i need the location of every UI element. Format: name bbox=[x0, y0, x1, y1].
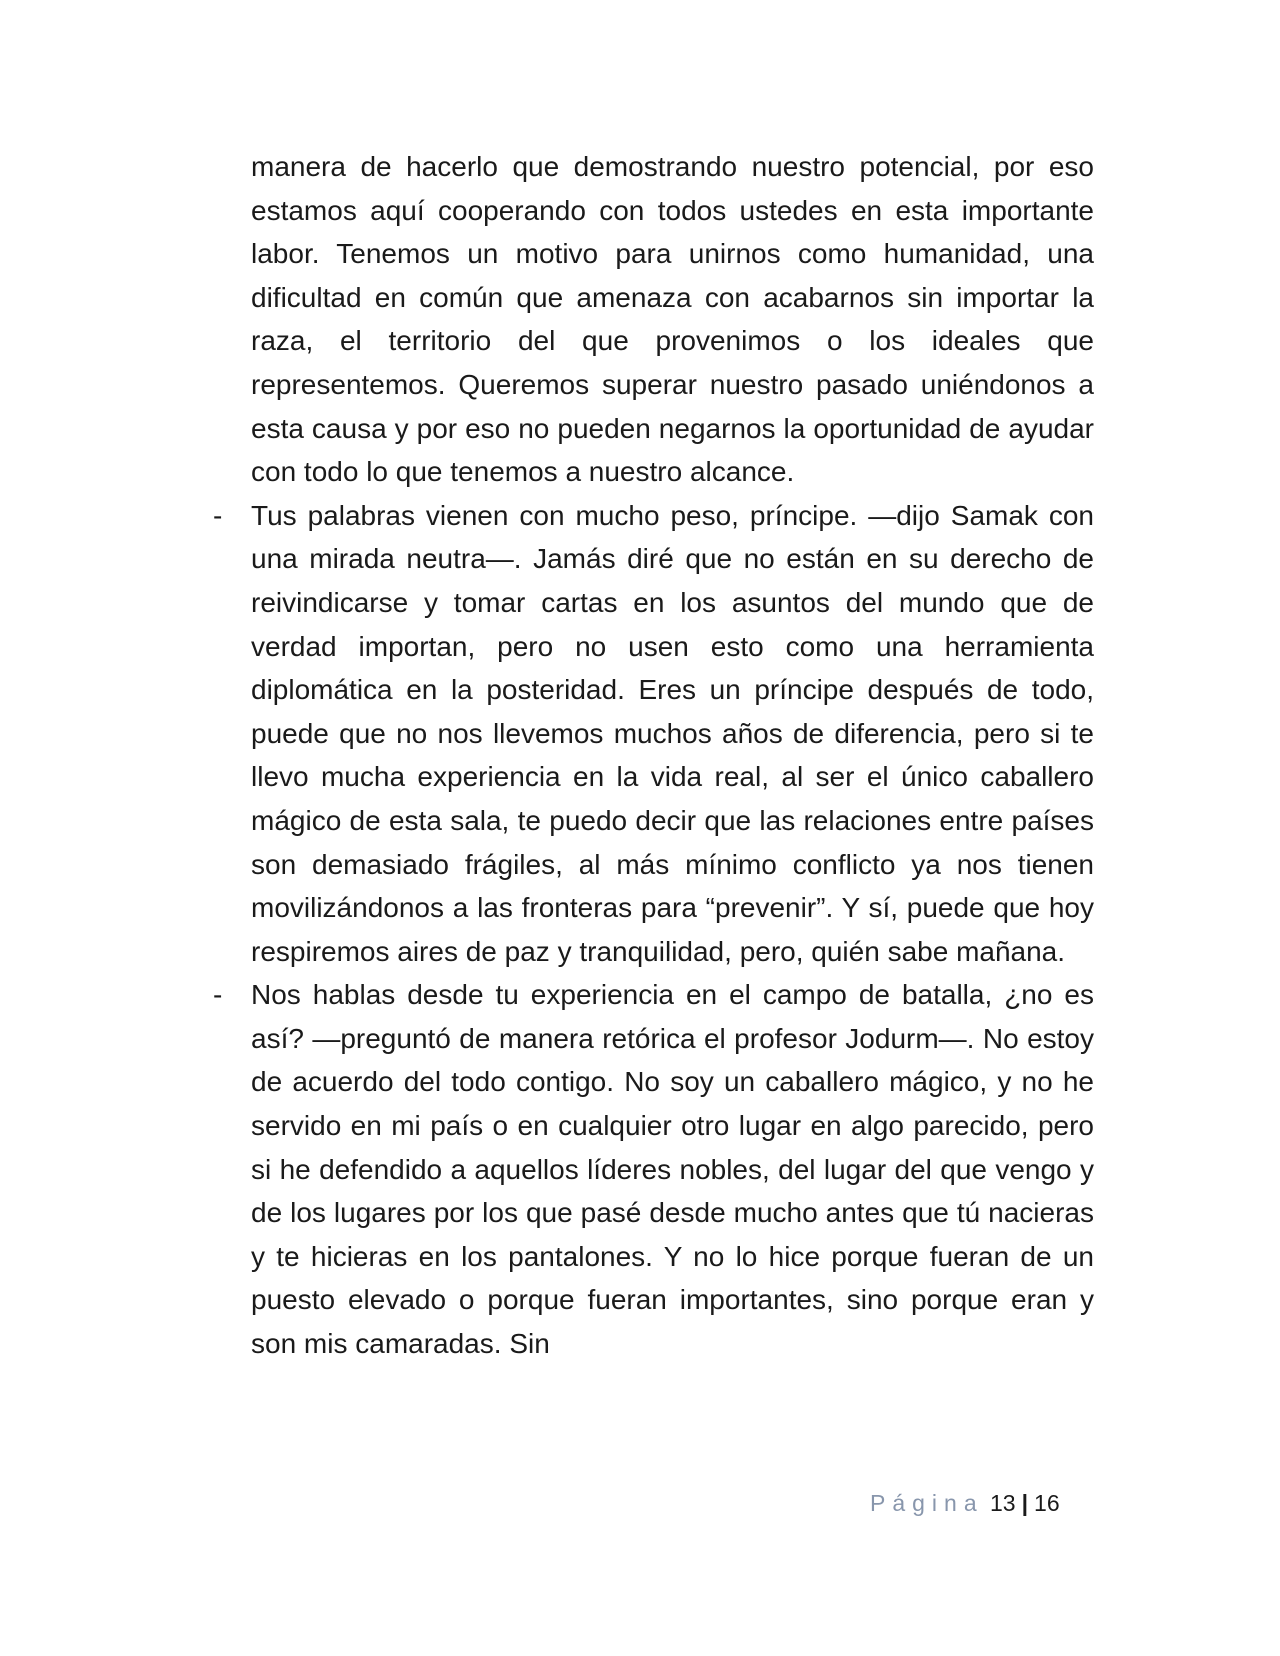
page-number: 13 bbox=[990, 1490, 1016, 1516]
paragraph-continuation bbox=[251, 145, 1094, 494]
paragraph-text: manera de hacerlo que demostrando nuestro potencial, por eso estamos aquí cooperando con todos ustedes en esta importante labor. Tenemos un motivo para unirnos como humanidad, una dificultad en común que amenaza con acabarnos sin importar la raza, el territorio del que provenimos o los ideales que representemos. Queremos superar nuestro pasado uniéndonos a esta causa y por eso no pueden negarnos la oportunidad de ayudar con todo lo que tenemos a nuestro alcance. bbox=[251, 151, 1094, 488]
body-text bbox=[213, 145, 1094, 1366]
dialogue-paragraph bbox=[213, 973, 1094, 1365]
total-pages: 16 bbox=[1034, 1490, 1060, 1516]
dialogue-dash: - bbox=[213, 979, 223, 1011]
paragraph-text: Nos hablas desde tu experiencia en el campo de batalla, ¿no es así? —preguntó de manera retórica el profesor Jodurm—. No estoy de acuerdo del todo contigo. No soy un caballero mágico, y no he servido en mi país o en cualquier otro lugar en algo parecido, pero si he defendido a aquellos líderes nobles, del lugar del que vengo y de los lugares por los que pasé desde mucho antes que tú nacieras y te hicieras en los pantalones. Y no lo hice porque fueran de un puesto elevado o porque fueran importantes, sino porque eran y son mis camaradas. Sin bbox=[251, 979, 1094, 1360]
page-word: Página bbox=[870, 1490, 984, 1516]
page-footer bbox=[870, 1488, 1070, 1518]
dialogue-paragraph bbox=[213, 494, 1094, 974]
paragraph-text: Tus palabras vienen con mucho peso, príncipe. —dijo Samak con una mirada neutra—. Jamás diré que no están en su derecho de reivindicarse y tomar cartas en los asuntos del mundo que de verdad importan, pero no usen esto como una herramienta diplomática en la posteridad. Eres un príncipe después de todo, puede que no nos llevemos muchos años de diferencia, pero si te llevo mucha experiencia en la vida real, al ser el único caballero mágico de esta sala, te puedo decir que las relaciones entre países son demasiado frágiles, al más mínimo conflicto ya nos tienen movilizándonos a las fronteras para “prevenir”. Y sí, puede que hoy respiremos aires de paz y tranquilidad, pero, quién sabe mañana. bbox=[251, 499, 1094, 967]
dialogue-dash: - bbox=[213, 499, 223, 531]
page-separator: | bbox=[1021, 1490, 1029, 1516]
